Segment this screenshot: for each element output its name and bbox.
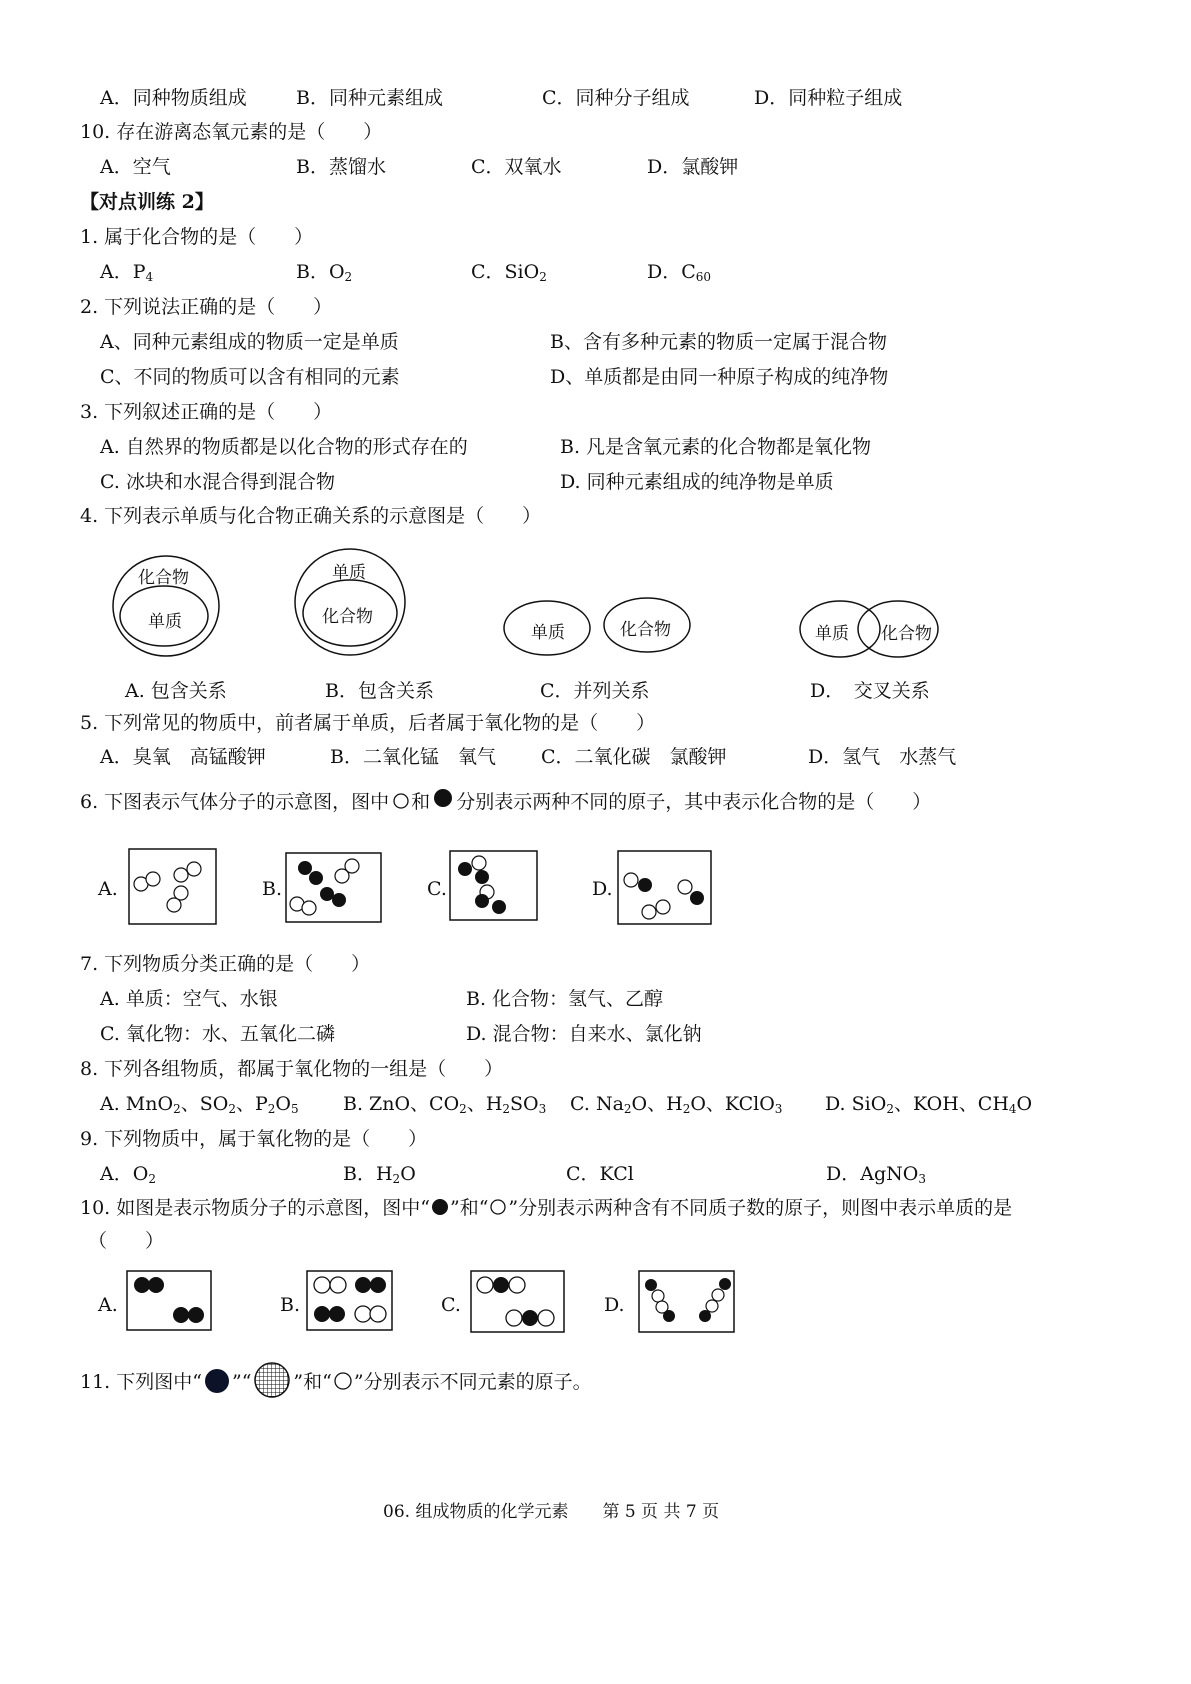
q2-option-d: D、单质都是由同一种原子构成的纯净物	[550, 366, 889, 388]
q3-option-d: D. 同种元素组成的纯净物是单质	[560, 471, 834, 493]
q6-label-b: B.	[262, 878, 283, 900]
q4-d-left-label: 单质	[815, 624, 849, 644]
black-atom-icon	[430, 1197, 450, 1217]
prev-q10-option-d: D．氯酸钾	[647, 156, 739, 178]
q1-option-b: B．$O_2$	[296, 261, 353, 284]
q8-option-d: D. SiO$_2$、KOH、$CH_4O$	[825, 1093, 1033, 1116]
prev-q10-stem: 10. 存在游离态氧元素的是（ ）	[80, 121, 383, 143]
q1-stem: 1. 属于化合物的是（ ）	[80, 226, 314, 248]
q2-option-a: A、同种元素组成的物质一定是单质	[100, 331, 399, 353]
q10-stem-paren: （ ）	[88, 1230, 165, 1252]
q4-c-left-label: 单质	[531, 623, 565, 643]
q10-stem: 10. 如图是表示物质分子的示意图，图中“ ”和“ ”分别表示两种含有不同质子数的原子，则图中表示单质的是	[80, 1197, 1013, 1219]
q10-label-a: A.	[98, 1294, 118, 1316]
prev-q9-option-a: A．同种物质组成	[100, 87, 247, 109]
q4-stem: 4. 下列表示单质与化合物正确关系的示意图是（ ）	[80, 505, 542, 527]
q6-stem: 6. 下图表示气体分子的示意图，图中 和 分别表示两种不同的原子，其中表示化合物的是（ ）	[80, 791, 932, 813]
q6-box-c	[449, 850, 539, 922]
q5-option-a: A．臭氧 高锰酸钾	[100, 746, 266, 768]
q2-option-b: B、含有多种元素的物质一定属于混合物	[550, 331, 887, 353]
q4-a-inner-label: 单质	[148, 612, 182, 632]
q6-box-a	[128, 848, 218, 926]
q8-stem: 8. 下列各组物质，都属于氧化物的一组是（ ）	[80, 1058, 504, 1080]
white-atom-icon	[332, 1370, 354, 1392]
black-atom-icon	[430, 789, 456, 811]
q4-option-a: A. 包含关系	[125, 680, 227, 702]
q2-stem: 2. 下列说法正确的是（ ）	[80, 296, 333, 318]
q7-option-a: A. 单质：空气、水银	[100, 988, 278, 1010]
q3-option-c: C. 冰块和水混合得到混合物	[100, 471, 335, 493]
white-atom-icon	[488, 1197, 508, 1217]
q8-option-a: A. MnO$_2$、$SO_2$、$P_2O_5$	[100, 1093, 299, 1116]
q7-option-c: C. 氧化物：水、五氧化二磷	[100, 1023, 335, 1045]
prev-q9-option-b: B．同种元素组成	[296, 87, 443, 109]
q6-label-c: C.	[427, 878, 447, 900]
q10-label-c: C.	[441, 1294, 461, 1316]
q1-option-a: A．$P_4$	[100, 261, 154, 284]
q3-stem: 3. 下列叙述正确的是（ ）	[80, 401, 333, 423]
q10-label-b: B.	[280, 1294, 301, 1316]
q9-stem: 9. 下列物质中，属于氧化物的是（ ）	[80, 1128, 428, 1150]
q10-box-c	[470, 1270, 566, 1334]
q1-option-d: D．$C_{60}$	[647, 261, 712, 284]
q3-option-b: B. 凡是含氧元素的化合物都是氧化物	[560, 436, 872, 458]
prev-q10-option-a: A．空气	[100, 156, 171, 178]
q8-option-b: B. ZnO、$CO_2$、$H_2SO_3$	[343, 1093, 547, 1116]
q7-option-b: B. 化合物：氢气、乙醇	[466, 988, 664, 1010]
q4-a-outer-label: 化合物	[138, 568, 189, 588]
q10-label-d: D.	[604, 1294, 625, 1316]
q6-box-d	[617, 850, 713, 926]
q6-label-a: A.	[98, 878, 118, 900]
section-title: 【对点训练 2】	[80, 191, 214, 213]
q9-option-b: B．$H_2O$	[343, 1163, 416, 1186]
q4-c-right-label: 化合物	[620, 620, 671, 640]
q6-label-d: D.	[592, 878, 613, 900]
q2-option-c: C、不同的物质可以含有相同的元素	[100, 366, 400, 388]
prev-q9-option-c: C．同种分子组成	[542, 87, 690, 109]
dark-blue-atom-icon	[202, 1366, 232, 1396]
hatched-atom-icon	[251, 1360, 293, 1400]
q6-box-b	[285, 852, 383, 924]
q4-d-right-label: 化合物	[881, 624, 932, 644]
q9-option-c: C．KCl	[566, 1163, 634, 1185]
q3-option-a: A. 自然界的物质都是以化合物的形式存在的	[100, 436, 468, 458]
q5-stem: 5. 下列常见的物质中，前者属于单质，后者属于氧化物的是（ ）	[80, 712, 656, 734]
q11-stem: 11. 下列图中“ ”“ ”和“ ”分别表示不同元素的原子。	[80, 1360, 592, 1400]
q4-option-b: B．包含关系	[325, 680, 434, 702]
prev-q10-option-c: C．双氧水	[471, 156, 562, 178]
q1-option-c: C．SiO$_2$	[471, 261, 547, 284]
q9-option-a: A．$O_2$	[100, 1163, 156, 1186]
q4-b-inner-label: 化合物	[322, 607, 373, 627]
q8-option-c: C. $Na_2O$、$H_2O$、KClO$_3$	[570, 1093, 783, 1116]
prev-q9-option-d: D．同种粒子组成	[754, 87, 903, 109]
q7-option-d: D. 混合物：自来水、氯化钠	[466, 1023, 702, 1045]
q10-box-b	[306, 1270, 394, 1332]
page-footer: 06. 组成物质的化学元素 第 5 页 共 7 页	[383, 1502, 720, 1522]
q5-option-b: B．二氧化锰 氧气	[330, 746, 496, 768]
q9-option-d: D．AgNO$_3$	[826, 1163, 926, 1186]
q5-option-d: D．氢气 水蒸气	[808, 746, 957, 768]
q4-option-d: D． 交叉关系	[810, 680, 930, 702]
q4-option-c: C．并列关系	[540, 680, 650, 702]
q7-stem: 7. 下列物质分类正确的是（ ）	[80, 953, 371, 975]
q10-box-a	[126, 1270, 213, 1332]
q5-option-c: C．二氧化碳 氯酸钾	[541, 746, 727, 768]
q4-b-outer-label: 单质	[332, 563, 366, 583]
prev-q10-option-b: B．蒸馏水	[296, 156, 386, 178]
q10-box-d	[638, 1270, 736, 1334]
white-atom-icon	[389, 791, 411, 811]
